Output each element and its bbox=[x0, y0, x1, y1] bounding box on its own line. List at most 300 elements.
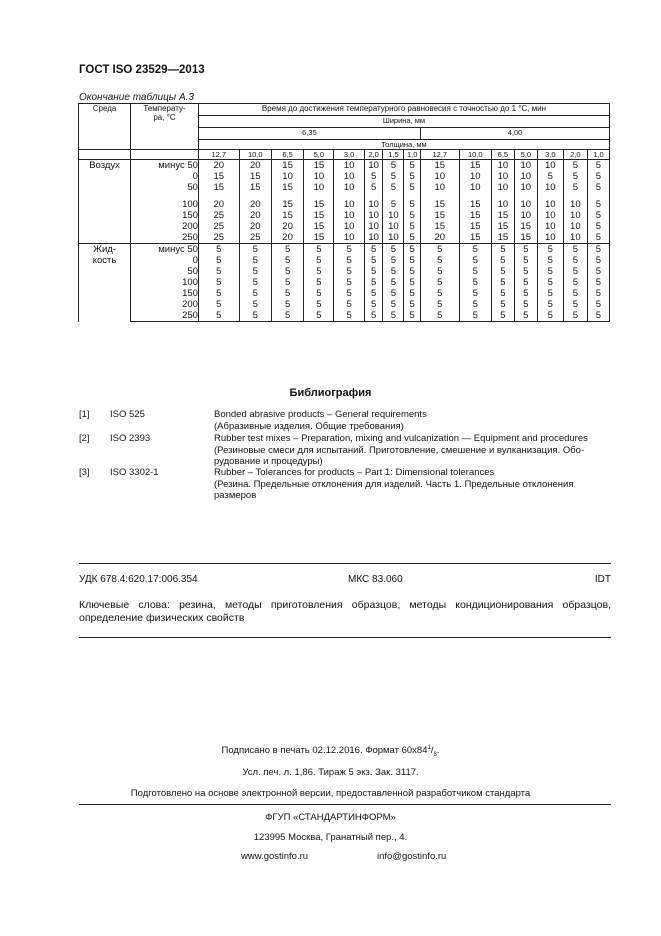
value-cell: 5 bbox=[563, 288, 587, 299]
table-row bbox=[79, 266, 610, 277]
bibliography-text bbox=[214, 467, 614, 502]
value-cell: 5 bbox=[364, 255, 383, 266]
value-cell: 10 bbox=[537, 160, 563, 172]
value-cell: 15 bbox=[491, 232, 514, 244]
value-cell: 10 bbox=[334, 210, 364, 221]
bibliography-line: (Резиновые смеси для испытаний. Приготовление, смешение и вулканизация. Обо- bbox=[214, 444, 585, 456]
value-cell: 5 bbox=[198, 277, 239, 288]
value-cell: 5 bbox=[459, 288, 491, 299]
value-cell: 10 bbox=[334, 232, 364, 244]
value-cell: 5 bbox=[404, 210, 421, 221]
value-cell: 5 bbox=[421, 266, 460, 277]
thickness-cell: 12,7 bbox=[421, 150, 460, 160]
value-cell: 20 bbox=[239, 210, 271, 221]
prepared-note: Подготовлено на основе электронной версии, предоставленной разработчиком стандарта bbox=[130, 788, 531, 799]
value-cell: 20 bbox=[198, 160, 239, 172]
value-cell: 5 bbox=[198, 255, 239, 266]
value-cell: 15 bbox=[459, 221, 491, 232]
value-cell: 5 bbox=[491, 255, 514, 266]
value-cell: 5 bbox=[304, 266, 334, 277]
value-cell: 5 bbox=[198, 244, 239, 256]
temperature-cell: 0 bbox=[131, 171, 199, 182]
medium-label bbox=[79, 244, 131, 322]
value-cell: 5 bbox=[537, 299, 563, 310]
value-cell: 10 bbox=[563, 210, 587, 221]
value-cell: 5 bbox=[364, 288, 383, 299]
value-cell: 10 bbox=[304, 182, 334, 193]
keywords: Ключевые слова: резина, методы приготовления образцов, методы кондиционирования образцов, определение физических свойств bbox=[79, 599, 611, 624]
value-cell: 5 bbox=[334, 288, 364, 299]
value-cell: 10 bbox=[537, 232, 563, 244]
value-cell: 15 bbox=[239, 171, 271, 182]
value-cell: 5 bbox=[514, 255, 537, 266]
value-cell: 15 bbox=[271, 182, 303, 193]
value-cell: 5 bbox=[304, 277, 334, 288]
value-cell: 5 bbox=[383, 244, 404, 256]
value-cell: 15 bbox=[421, 210, 460, 221]
value-cell: 5 bbox=[404, 171, 421, 182]
value-cell: 5 bbox=[383, 193, 404, 210]
print-info: Усл. печ. л. 1,86. Тираж 5 экз. Зак. 3117. bbox=[242, 767, 419, 778]
value-cell: 5 bbox=[491, 310, 514, 322]
value-cell: 5 bbox=[587, 210, 609, 221]
value-cell: 10 bbox=[421, 171, 460, 182]
value-cell: 5 bbox=[459, 277, 491, 288]
temperature-cell: 200 bbox=[131, 221, 199, 232]
value-cell: 5 bbox=[537, 310, 563, 322]
value-cell: 5 bbox=[563, 299, 587, 310]
header-thickness: Толщина, мм bbox=[198, 140, 609, 150]
value-cell: 5 bbox=[404, 232, 421, 244]
mks-code: МКС 83.060 bbox=[348, 574, 403, 585]
value-cell: 10 bbox=[563, 193, 587, 210]
value-cell: 5 bbox=[364, 299, 383, 310]
value-cell: 20 bbox=[198, 193, 239, 210]
value-cell: 5 bbox=[587, 255, 609, 266]
value-cell: 15 bbox=[421, 221, 460, 232]
value-cell: 25 bbox=[239, 232, 271, 244]
value-cell: 5 bbox=[537, 288, 563, 299]
value-cell: 5 bbox=[198, 299, 239, 310]
value-cell: 5 bbox=[383, 310, 404, 322]
header-medium: Среда bbox=[79, 104, 131, 150]
value-cell: 5 bbox=[537, 255, 563, 266]
value-cell: 5 bbox=[364, 310, 383, 322]
header-width: Ширина, мм bbox=[198, 116, 609, 128]
value-cell: 5 bbox=[364, 277, 383, 288]
value-cell: 5 bbox=[587, 221, 609, 232]
value-cell: 10 bbox=[334, 221, 364, 232]
value-cell: 5 bbox=[239, 255, 271, 266]
value-cell: 20 bbox=[421, 232, 460, 244]
value-cell: 5 bbox=[491, 244, 514, 256]
table-row bbox=[79, 232, 610, 244]
value-cell: 10 bbox=[514, 182, 537, 193]
table-group-air bbox=[79, 160, 610, 244]
value-cell: 20 bbox=[239, 160, 271, 172]
bibliography-line: Rubber – Tolerances for products – Part 1: Dimensional tolerances bbox=[214, 467, 495, 478]
temperature-cell: минус 50 bbox=[131, 160, 199, 172]
value-cell: 5 bbox=[587, 160, 609, 172]
value-cell: 15 bbox=[271, 193, 303, 210]
value-cell: 5 bbox=[421, 299, 460, 310]
value-cell: 15 bbox=[198, 171, 239, 182]
value-cell: 5 bbox=[383, 299, 404, 310]
value-cell: 5 bbox=[459, 266, 491, 277]
value-cell: 15 bbox=[459, 232, 491, 244]
value-cell: 10 bbox=[364, 221, 383, 232]
value-cell: 5 bbox=[383, 255, 404, 266]
value-cell: 5 bbox=[587, 310, 609, 322]
thickness-row bbox=[79, 150, 610, 160]
value-cell: 5 bbox=[563, 255, 587, 266]
value-cell: 10 bbox=[491, 171, 514, 182]
value-cell: 5 bbox=[404, 277, 421, 288]
value-cell: 5 bbox=[271, 266, 303, 277]
value-cell: 15 bbox=[514, 221, 537, 232]
blank-cell bbox=[79, 150, 131, 160]
thickness-cell: 2,0 bbox=[563, 150, 587, 160]
value-cell: 5 bbox=[271, 299, 303, 310]
value-cell: 5 bbox=[239, 244, 271, 256]
value-cell: 10 bbox=[537, 182, 563, 193]
value-cell: 5 bbox=[239, 310, 271, 322]
value-cell: 15 bbox=[304, 232, 334, 244]
value-cell: 10 bbox=[383, 232, 404, 244]
value-cell: 15 bbox=[491, 221, 514, 232]
value-cell: 15 bbox=[304, 193, 334, 210]
website-link[interactable]: www.gostinfo.ru bbox=[241, 851, 309, 862]
value-cell: 10 bbox=[383, 210, 404, 221]
value-cell: 5 bbox=[563, 266, 587, 277]
temperature-cell: 0 bbox=[131, 255, 199, 266]
bibliography-text bbox=[214, 433, 614, 468]
value-cell: 10 bbox=[421, 182, 460, 193]
value-cell: 10 bbox=[537, 221, 563, 232]
value-cell: 5 bbox=[304, 310, 334, 322]
value-cell: 5 bbox=[514, 244, 537, 256]
value-cell: 5 bbox=[514, 288, 537, 299]
temperature-cell: 250 bbox=[131, 310, 199, 322]
value-cell: 5 bbox=[563, 160, 587, 172]
value-cell: 10 bbox=[563, 232, 587, 244]
table-row bbox=[79, 277, 610, 288]
table-caption: Окончание таблицы А.3 bbox=[79, 92, 194, 103]
value-cell: 10 bbox=[491, 182, 514, 193]
value-cell: 15 bbox=[491, 210, 514, 221]
value-cell: 5 bbox=[514, 299, 537, 310]
value-cell: 25 bbox=[198, 221, 239, 232]
thickness-cell: 3,0 bbox=[334, 150, 364, 160]
value-cell: 5 bbox=[239, 288, 271, 299]
value-cell: 15 bbox=[271, 210, 303, 221]
medium-label bbox=[79, 160, 131, 244]
value-cell: 5 bbox=[459, 244, 491, 256]
document-code: ГОСТ ISO 23529—2013 bbox=[79, 64, 205, 76]
format-denominator: 8 bbox=[433, 752, 437, 759]
medium-label-line: Воздух bbox=[89, 160, 120, 171]
table-row bbox=[79, 310, 610, 322]
value-cell: 5 bbox=[563, 277, 587, 288]
value-cell: 5 bbox=[587, 232, 609, 244]
value-cell: 5 bbox=[383, 288, 404, 299]
thickness-cell: 2,0 bbox=[364, 150, 383, 160]
header-time: Время до достижения температурного равновесия с точностью до 1 °С, мин bbox=[198, 104, 609, 116]
idt-label: IDT bbox=[594, 574, 611, 585]
value-cell: 10 bbox=[459, 182, 491, 193]
bibliography-line: Bonded abrasive products – General requirements bbox=[214, 409, 427, 420]
value-cell: 5 bbox=[514, 310, 537, 322]
thickness-cell: 10,0 bbox=[459, 150, 491, 160]
value-cell: 5 bbox=[421, 288, 460, 299]
value-cell: 10 bbox=[304, 171, 334, 182]
value-cell: 15 bbox=[271, 160, 303, 172]
value-cell: 5 bbox=[239, 266, 271, 277]
value-cell: 5 bbox=[421, 277, 460, 288]
divider bbox=[79, 563, 611, 564]
value-cell: 20 bbox=[271, 232, 303, 244]
value-cell: 5 bbox=[491, 288, 514, 299]
value-cell: 5 bbox=[459, 255, 491, 266]
value-cell: 10 bbox=[271, 171, 303, 182]
value-cell: 5 bbox=[587, 182, 609, 193]
value-cell: 5 bbox=[404, 310, 421, 322]
bibliography-text bbox=[214, 409, 614, 432]
value-cell: 10 bbox=[334, 171, 364, 182]
value-cell: 5 bbox=[304, 299, 334, 310]
value-cell: 5 bbox=[383, 266, 404, 277]
temperature-cell: 100 bbox=[131, 193, 199, 210]
thickness-cell: 5,0 bbox=[304, 150, 334, 160]
value-cell: 5 bbox=[383, 277, 404, 288]
value-cell: 15 bbox=[421, 160, 460, 172]
header-temperature bbox=[131, 104, 199, 150]
value-cell: 5 bbox=[404, 160, 421, 172]
publisher-name: ФГУП «СТАНДАРТИНФОРМ» bbox=[265, 812, 396, 823]
thickness-cell: 6,5 bbox=[491, 150, 514, 160]
publisher-address: 123995 Москва, Гранатный пер., 4. bbox=[253, 832, 408, 843]
table-row bbox=[79, 244, 610, 256]
value-cell: 5 bbox=[404, 255, 421, 266]
table-row bbox=[79, 288, 610, 299]
temperature-cell: 250 bbox=[131, 232, 199, 244]
value-cell: 10 bbox=[491, 160, 514, 172]
value-cell: 5 bbox=[364, 266, 383, 277]
value-cell: 5 bbox=[304, 255, 334, 266]
value-cell: 5 bbox=[304, 288, 334, 299]
value-cell: 15 bbox=[459, 193, 491, 210]
value-cell: 5 bbox=[491, 277, 514, 288]
value-cell: 5 bbox=[404, 288, 421, 299]
table-row bbox=[79, 182, 610, 193]
email-link[interactable]: info@gostinfo.ru bbox=[377, 851, 447, 862]
value-cell: 10 bbox=[514, 160, 537, 172]
value-cell: 10 bbox=[514, 193, 537, 210]
value-cell: 5 bbox=[271, 277, 303, 288]
value-cell: 10 bbox=[537, 210, 563, 221]
value-cell: 15 bbox=[304, 210, 334, 221]
value-cell: 5 bbox=[514, 277, 537, 288]
value-cell: 5 bbox=[334, 266, 364, 277]
header-temperature-line1: Температу- bbox=[143, 104, 186, 113]
table-row bbox=[79, 171, 610, 182]
temperature-cell: 50 bbox=[131, 266, 199, 277]
value-cell: 5 bbox=[421, 310, 460, 322]
medium-label-line: Жид- bbox=[93, 244, 116, 255]
value-cell: 10 bbox=[514, 171, 537, 182]
table-row bbox=[79, 255, 610, 266]
bibliography-line: рудование и процедуры) bbox=[214, 456, 323, 467]
value-cell: 5 bbox=[537, 266, 563, 277]
value-cell: 5 bbox=[271, 255, 303, 266]
value-cell: 10 bbox=[383, 221, 404, 232]
value-cell: 5 bbox=[459, 310, 491, 322]
bibliography-standard: ISO 525 bbox=[110, 409, 145, 420]
header-temperature-line2: ра, °С bbox=[153, 113, 176, 122]
temperature-cell: минус 50 bbox=[131, 244, 199, 256]
value-cell: 5 bbox=[304, 244, 334, 256]
temperature-cell: 100 bbox=[131, 277, 199, 288]
value-cell: 5 bbox=[404, 299, 421, 310]
value-cell: 5 bbox=[239, 277, 271, 288]
value-cell: 15 bbox=[514, 232, 537, 244]
table-row bbox=[79, 299, 610, 310]
value-cell: 5 bbox=[537, 277, 563, 288]
table-group-liquid bbox=[79, 244, 610, 322]
value-cell: 5 bbox=[563, 182, 587, 193]
value-cell: 10 bbox=[459, 171, 491, 182]
value-cell: 15 bbox=[304, 160, 334, 172]
value-cell: 20 bbox=[239, 193, 271, 210]
value-cell: 5 bbox=[587, 244, 609, 256]
temperature-cell: 200 bbox=[131, 299, 199, 310]
value-cell: 5 bbox=[404, 182, 421, 193]
value-cell: 5 bbox=[383, 182, 404, 193]
value-cell: 10 bbox=[364, 210, 383, 221]
value-cell: 5 bbox=[491, 299, 514, 310]
value-cell: 15 bbox=[421, 193, 460, 210]
value-cell: 5 bbox=[404, 193, 421, 210]
value-cell: 5 bbox=[271, 244, 303, 256]
value-cell: 25 bbox=[198, 210, 239, 221]
value-cell: 5 bbox=[537, 171, 563, 182]
value-cell: 5 bbox=[421, 255, 460, 266]
value-cell: 5 bbox=[563, 244, 587, 256]
thickness-cell: 1,5 bbox=[383, 150, 404, 160]
signed-line: Подписано в печать 02.12.2016. Формат $60x84^1/_8$. bbox=[221, 745, 440, 759]
bibliography-line: (Резина. Предельные отклонения для изделий. Часть 1. Предельные отклонения bbox=[214, 478, 574, 490]
temperature-cell: 50 bbox=[131, 182, 199, 193]
value-cell: 10 bbox=[334, 182, 364, 193]
signed-text: Подписано в печать 02.12.2016. Формат 60x84 bbox=[221, 745, 428, 757]
value-cell: 5 bbox=[364, 244, 383, 256]
value-cell: 10 bbox=[364, 193, 383, 210]
bibliography-line: Rubber test mixes – Preparation, mixing and vulcanization — Equipment and procedures bbox=[214, 433, 588, 444]
table-row bbox=[79, 210, 610, 221]
value-cell: 15 bbox=[239, 182, 271, 193]
value-cell: 5 bbox=[587, 266, 609, 277]
value-cell: 15 bbox=[198, 182, 239, 193]
value-cell: 15 bbox=[459, 160, 491, 172]
value-cell: 5 bbox=[198, 310, 239, 322]
value-cell: 5 bbox=[459, 299, 491, 310]
bibliography-standard: ISO 2393 bbox=[110, 433, 151, 444]
value-cell: 5 bbox=[587, 288, 609, 299]
value-cell: 5 bbox=[383, 171, 404, 182]
value-cell: 5 bbox=[587, 277, 609, 288]
thickness-cell: 3,0 bbox=[537, 150, 563, 160]
value-cell: 10 bbox=[364, 160, 383, 172]
value-cell: 10 bbox=[563, 221, 587, 232]
value-cell: 5 bbox=[334, 244, 364, 256]
value-cell: 5 bbox=[198, 266, 239, 277]
header-width-value: 6,35 bbox=[198, 128, 420, 140]
value-cell: 5 bbox=[364, 182, 383, 193]
value-cell: 10 bbox=[334, 193, 364, 210]
value-cell: 10 bbox=[364, 232, 383, 244]
value-cell: 25 bbox=[198, 232, 239, 244]
value-cell: 5 bbox=[587, 193, 609, 210]
blank-cell bbox=[131, 150, 199, 160]
value-cell: 5 bbox=[271, 288, 303, 299]
temperature-cell: 150 bbox=[131, 210, 199, 221]
value-cell: 5 bbox=[334, 255, 364, 266]
value-cell: 15 bbox=[459, 210, 491, 221]
value-cell: 15 bbox=[304, 221, 334, 232]
value-cell: 5 bbox=[334, 277, 364, 288]
value-cell: 5 bbox=[404, 244, 421, 256]
value-cell: 5 bbox=[334, 310, 364, 322]
value-cell: 10 bbox=[537, 193, 563, 210]
value-cell: 5 bbox=[239, 299, 271, 310]
divider bbox=[79, 637, 611, 638]
table-row bbox=[79, 221, 610, 232]
value-cell: 5 bbox=[404, 221, 421, 232]
value-cell: 5 bbox=[514, 266, 537, 277]
bibliography-standard: ISO 3302-1 bbox=[110, 467, 159, 478]
bibliography-index: [2] bbox=[79, 433, 90, 444]
value-cell: 5 bbox=[491, 266, 514, 277]
value-cell: 10 bbox=[334, 160, 364, 172]
value-cell: 5 bbox=[537, 244, 563, 256]
value-cell: 10 bbox=[491, 193, 514, 210]
value-cell: 5 bbox=[421, 244, 460, 256]
value-cell: 5 bbox=[563, 171, 587, 182]
divider bbox=[79, 804, 611, 805]
thickness-cell: 10,0 bbox=[239, 150, 271, 160]
value-cell: 5 bbox=[587, 171, 609, 182]
value-cell: 20 bbox=[239, 221, 271, 232]
table-row bbox=[79, 160, 610, 172]
value-cell: 10 bbox=[514, 210, 537, 221]
value-cell: 5 bbox=[364, 171, 383, 182]
thickness-cell: 12,7 bbox=[198, 150, 239, 160]
value-cell: 5 bbox=[404, 266, 421, 277]
table-row bbox=[79, 193, 610, 210]
bibliography-line: размеров bbox=[214, 490, 257, 501]
thickness-cell: 1,0 bbox=[587, 150, 609, 160]
value-cell: 5 bbox=[198, 288, 239, 299]
format-numerator: 1 bbox=[427, 745, 431, 751]
bibliography-index: [1] bbox=[79, 409, 90, 420]
value-cell: 20 bbox=[271, 221, 303, 232]
header-width-value: 4,00 bbox=[421, 128, 610, 140]
value-cell: 5 bbox=[271, 310, 303, 322]
medium-label-line: кость bbox=[92, 255, 117, 266]
thickness-cell: 1,0 bbox=[404, 150, 421, 160]
table-header bbox=[79, 104, 610, 160]
value-cell: 5 bbox=[563, 310, 587, 322]
